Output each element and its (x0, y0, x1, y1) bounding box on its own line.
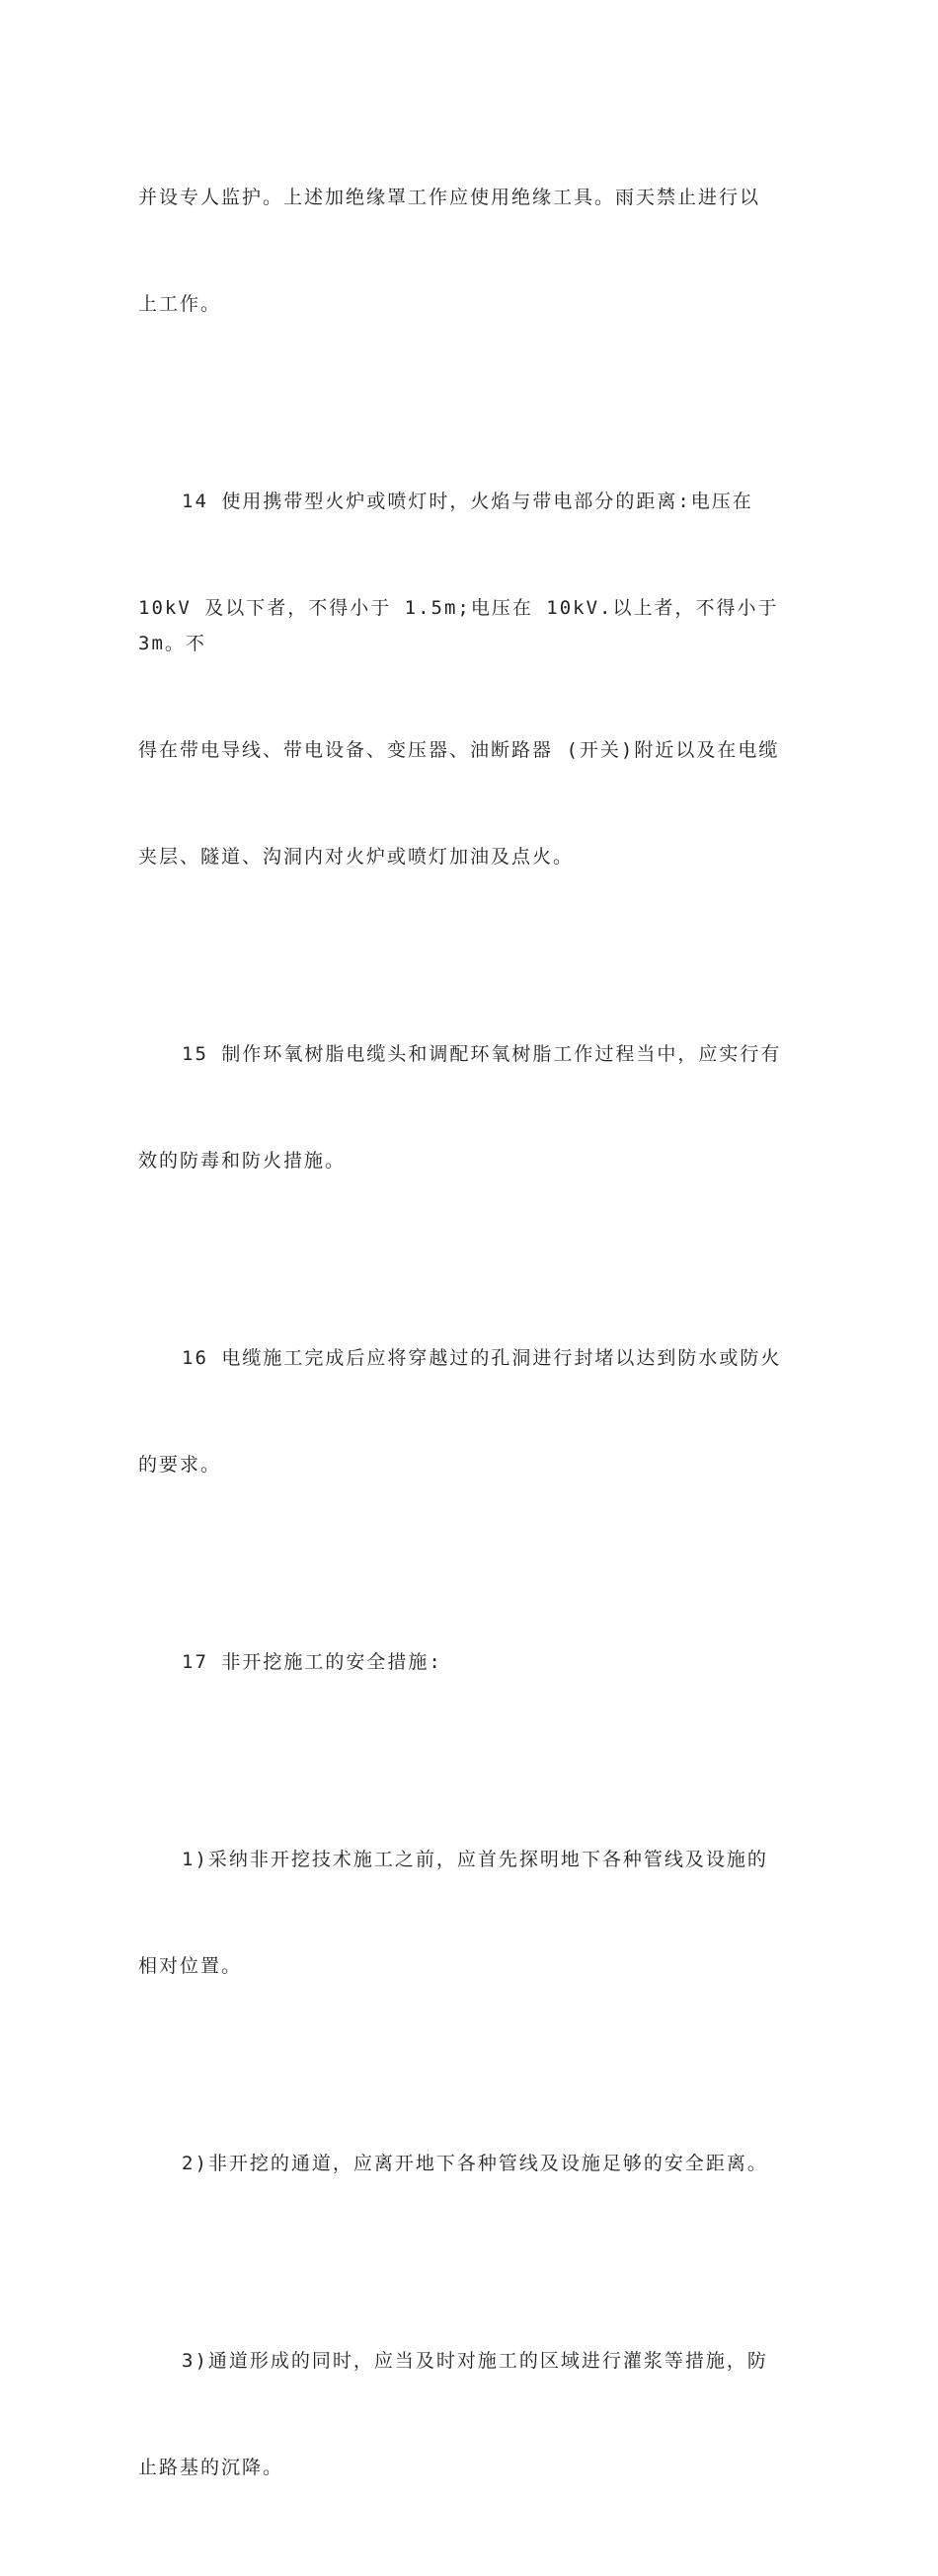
text-line: 10kV 及以下者，不得小于 1.5m;电压在 10kV.以上者，不得小于 3m。不 (138, 597, 792, 654)
text-line: 相对位置。 (138, 1955, 243, 1977)
paragraph-item-15 (138, 965, 798, 1250)
text-line: 1)采纳非开挖技术施工之前，应首先探明地下各种管线及设施的 (182, 1849, 768, 1870)
text-line: 夹层、隧道、沟洞内对火炉或喷灯加油及点火。 (138, 846, 575, 868)
paragraph-item-17 (138, 1573, 798, 1751)
paragraph-subitem-1 (138, 1771, 798, 2055)
text-line: 止路基的沉降。 (138, 2457, 284, 2478)
paragraph-item-16 (138, 1269, 798, 1553)
paragraph-item-14 (138, 413, 798, 946)
paragraph-subitem-2 (138, 2075, 798, 2252)
text-line: 上工作。 (138, 293, 222, 315)
text-line: 17 非开挖施工的安全措施: (182, 1651, 442, 1673)
text-line: 并设专人监护。上述加绝缘罩工作应使用绝缘工具。雨天禁止进行以 (138, 187, 761, 208)
text-line: 得在带电导线、带电设备、变压器、油断路器 (开关)附近以及在电缆 (138, 739, 780, 761)
text-line: 3)通道形成的同时，应当及时对施工的区域进行灌浆等措施，防 (182, 2350, 768, 2372)
text-line: 16 电缆施工完成后应将穿越过的孔洞进行封堵以达到防水或防火 (182, 1347, 782, 1369)
document-body (138, 109, 798, 2576)
text-line: 14 使用携带型火炉或喷灯时，火焰与带电部分的距离:电压在 (182, 491, 753, 512)
text-line: 的要求。 (138, 1454, 222, 1476)
text-line: 15 制作环氧树脂电缆头和调配环氧树脂工作过程当中，应实行有 (182, 1043, 782, 1065)
text-line: 效的防毒和防火措施。 (138, 1150, 347, 1172)
paragraph-subitem-3 (138, 2272, 798, 2556)
text-line: 2)非开挖的通道，应离开地下各种管线及设施足够的安全距离。 (182, 2153, 768, 2174)
paragraph-continuation (138, 109, 798, 393)
